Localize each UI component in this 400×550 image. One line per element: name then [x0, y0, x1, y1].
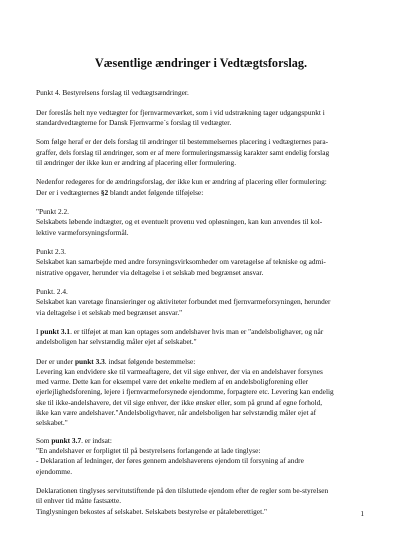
paragraph-punkt-2-3: Punkt 2.3. Selskabet kan samarbejde med andre forsyningsvirksomheder om varetagelse af tekniske og admi- nistrative opgaver, herunder via deltagelse i et selskab med begrænset ansvar. [36, 247, 326, 277]
paragraph-intro: Der foreslås helt nye vedtægter for fjernvarmeværket, som i vid udstrækning tager udgangspunkt i standardvedtægterne for Dansk Fjernvarme´s forslag til vedtægter. [36, 107, 325, 127]
paragraph-punkt-3-3: Der er under punkt 3.3. indsat følgende bestemmelse: Levering kan endvidere ske til varmeaftagere, det vil sige enhver, der via en andelshaver forsynes med varme. Dette kan for eksempel være det enkelte medlem af en andelsboligforening eller ejerlejlighedsforening, lejere i fjernvarmeforsynede ejendomme, forpagtere etc. Levering kan endelig ske til ikke-andelshavere, det vil sige enhver, der ikke ønsker eller, som på grund af egne forhold, ikke kan være andelshaver."Andelsboligvhaver, når andelsboligen har selvstændig måler ejet af selskabet." [36, 356, 334, 427]
paragraph-punkt-2-2: "Punkt 2.2. Selskabets løbende indtægter, og et eventuelt provenu ved opløsningen, kan kun anvendes til kol- lektive varmeforsyningsformål. [36, 207, 323, 237]
paragraph-declaration: Deklarationen tinglyses servitutstiftende på den tilsluttede ejendom efter de regler som be-styrelsen til enhver tid måtte fastsætte. Tinglysningen bekostes af selskabet. Selskabets bestyrelse er påtaleberettiget." [36, 486, 329, 516]
page-title: Væsentlige ændringer i Vedtægtsforslag. [94, 56, 308, 70]
paragraph-punkt-4: Punkt 4. Bestyrelsens forslag til vedtægtsændringer. [36, 88, 189, 97]
paragraph-changes: Som følge heraf er der dels forslag til ændringer til bestemmelsernes placering i vedtægternes para- graffer, dels forslag til ændringer, som er af mere formuleringsmæssig karakter samt endelig forslag til ændringer der ikke kun er ændring af placering eller formulering. [36, 137, 330, 167]
section-ref: punkt 3.3 [74, 356, 105, 366]
section-ref: punkt 3.7 [51, 436, 82, 446]
paragraph-punkt-2-4: Punkt. 2.4. Selskabet kan varetage finansieringer og aktiviteter forbundet med fjernvarmeforsyningen, herunder via deltagelse i et selskab med begrænset ansvar." [36, 287, 331, 317]
paragraph-punkt-3-1: I punkt 3.1. er tilføjet at man kan optages som andelshaver hvis man er "andelsbolighaver, og når andelsboligen har selvstændig måler ejet af selskabet." [36, 327, 324, 347]
paragraph-section-2: Nedenfor redegøres for de ændringsforslag, der ikke kun er ændring af placering eller formulering: Der er i vedtægternes §2 blandt andet følgende tilføjelse: [36, 177, 327, 197]
section-ref: §2 [100, 187, 109, 197]
paragraph-punkt-3-7: Som punkt 3.7. er indsat: "En andelshaver er forpligtet til på bestyrelsens forlangende at lade tinglyse: - Deklaration af ledninger, der føres gennem andelshaverens ejendom til forsyning af andre ejendomme. [36, 436, 304, 476]
page-number: 1 [360, 509, 364, 518]
section-ref: punkt 3.1 [40, 327, 71, 337]
